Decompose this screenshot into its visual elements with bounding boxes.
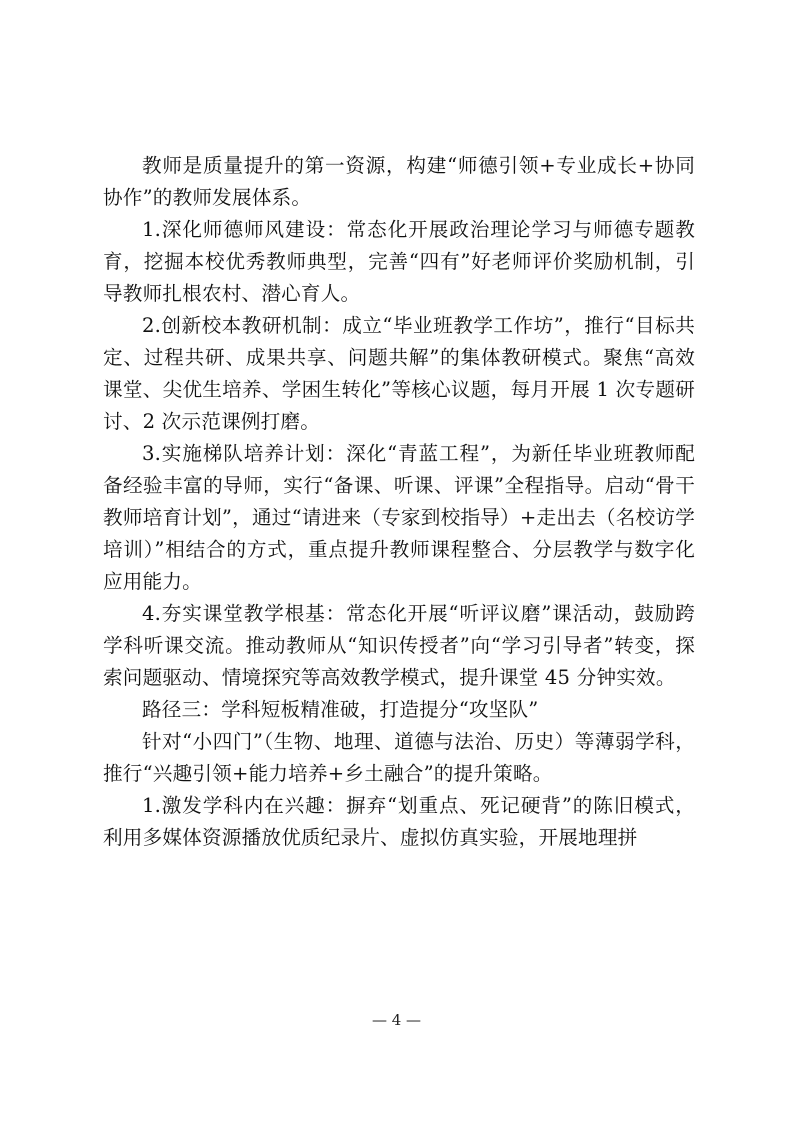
paragraph-interest: 1.激发学科内在兴趣：摒弃“划重点、死记硬背”的陈旧模式，利用多媒体资源播放优质纪录片、虚拟仿真实验，开展地理拼 [103, 794, 695, 849]
paragraph-teaching-research: 2.创新校本教研机制：成立“毕业班教学工作坊”，推行“目标共定、过程共研、成果共享、问题共解”的集体教研模式。聚焦“高效课堂、尖优生培养、学困生转化”等核心议题，每月开展 1 次专题研讨、2 次示范课例打磨。 [103, 314, 695, 433]
paragraph-tiered-training: 3.实施梯队培养计划：深化“青蓝工程”，为新任毕业班教师配备经验丰富的导师，实行“备课、听课、评课”全程指导。启动“骨干教师培育计划”，通过“请进来（专家到校指导）+走出去（名校访学培训）”相结合的方式，重点提升教师课程整合、分层教学与数字化应用能力。 [103, 442, 695, 593]
paragraph-classroom: 4.夯实课堂教学根基：常态化开展“听评议磨”课活动，鼓励跨学科听课交流。推动教师从“知识传授者”向“学习引导者”转变，探索问题驱动、情境探究等高效教学模式，提升课堂 45 分钟实效。 [103, 602, 695, 689]
section-heading-path-three: 路径三：学科短板精准破，打造提分“攻坚队” [142, 698, 539, 721]
paragraph-teacher-system: 教师是质量提升的第一资源，构建“师德引领+专业成长+协同协作”的教师发展体系。 [103, 154, 695, 209]
page-number: — 4 — [371, 1011, 422, 1029]
paragraph-weak-subjects: 针对“小四门”（生物、地理、道德与法治、历史）等薄弱学科，推行“兴趣引领+能力培养+乡土融合”的提升策略。 [103, 730, 695, 785]
body-text [103, 150, 695, 854]
paragraph-ethics: 1.深化师德师风建设：常态化开展政治理论学习与师德专题教育，挖掘本校优秀教师典型，完善“四有”好老师评价奖励机制，引导教师扎根农村、潜心育人。 [103, 218, 695, 305]
